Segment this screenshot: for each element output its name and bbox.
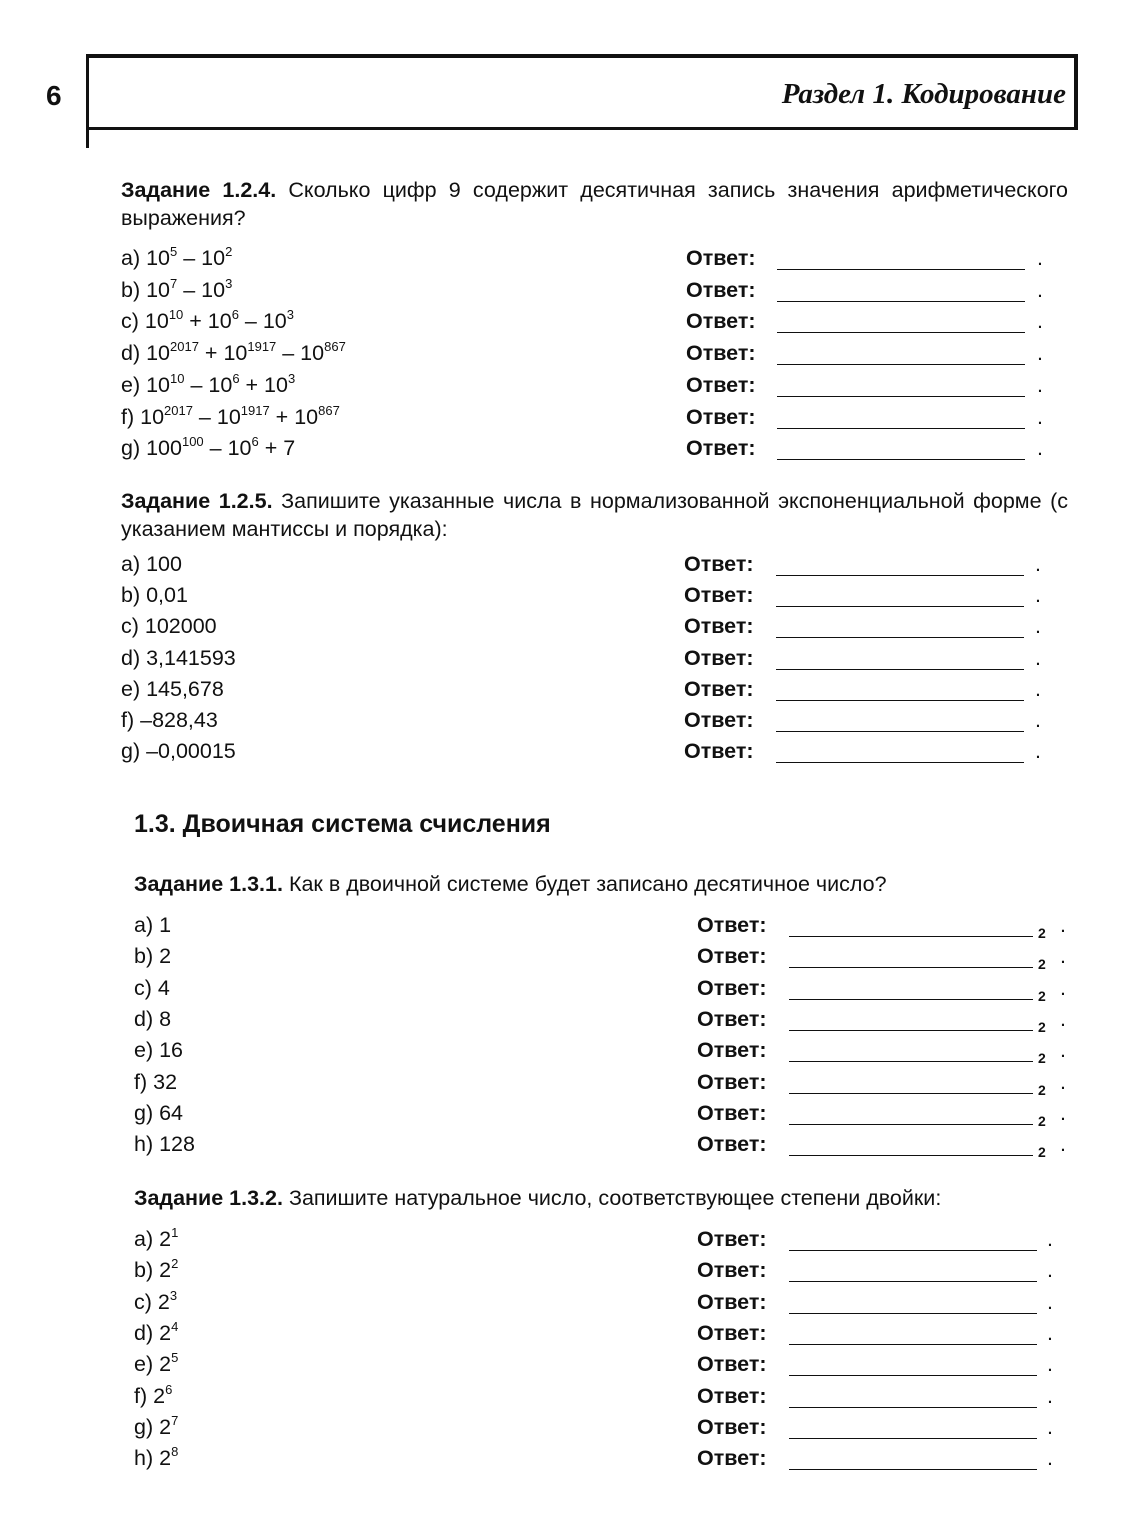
- answer-label: Ответ:: [684, 645, 754, 670]
- answer-label: Ответ:: [684, 676, 754, 701]
- item-expression: [134, 1227, 178, 1252]
- list-item: [134, 1446, 1057, 1476]
- exponent: 7: [170, 275, 178, 291]
- item-expression: c) 4: [134, 975, 170, 1000]
- list-item: [121, 402, 1047, 435]
- task-text: Как в двоичной системе будет записано десятичное число?: [288, 872, 887, 896]
- list-item: [134, 944, 1070, 974]
- end-dot: .: [1047, 1320, 1053, 1345]
- end-dot: .: [1037, 372, 1043, 397]
- power-base: e) 2: [134, 1352, 172, 1377]
- expr-term: + 10: [198, 341, 248, 366]
- end-dot: .: [1047, 1383, 1053, 1408]
- list-item: [134, 1070, 1070, 1100]
- item-letter: f): [121, 404, 141, 429]
- list-item: [134, 1352, 1057, 1382]
- item-letter: g): [121, 436, 147, 461]
- answer-label: Ответ:: [684, 739, 754, 764]
- answer-label: Ответ:: [697, 975, 767, 1000]
- list-item: [121, 614, 1045, 644]
- item-expression: [134, 1258, 178, 1283]
- exponent: 5: [171, 1350, 179, 1366]
- end-dot: .: [1047, 1289, 1053, 1314]
- expr-term: + 10: [239, 372, 288, 397]
- task-title: Задание 1.3.2.: [134, 1186, 283, 1210]
- exponent: 5: [170, 244, 178, 259]
- answer-blank-field[interactable]: [789, 1061, 1033, 1062]
- item-expression: [121, 370, 296, 398]
- end-dot: .: [1060, 1100, 1066, 1125]
- task-text: Сколько цифр 9 содержит десятичная запись значения арифметического выражения?: [121, 178, 1068, 230]
- answer-blank-field[interactable]: [776, 606, 1024, 607]
- answer-label: Ответ:: [684, 708, 754, 732]
- power-base: d) 2: [134, 1320, 172, 1345]
- list-item: [121, 646, 1045, 676]
- end-dot: .: [1047, 1352, 1053, 1377]
- item-expression: f) –828,43: [121, 708, 218, 732]
- answer-blank-field[interactable]: [776, 700, 1024, 701]
- end-dot: .: [1037, 309, 1043, 334]
- list-item: [121, 739, 1045, 769]
- answer-blank-field[interactable]: [789, 1375, 1037, 1376]
- answer-blank-field[interactable]: [776, 762, 1024, 763]
- exponent: 10: [168, 307, 184, 323]
- item-expression: a) 1: [134, 913, 172, 937]
- power-base: f) 2: [134, 1383, 166, 1408]
- base-subscript: 2: [1038, 987, 1046, 1004]
- task-1-3-2-statement: [134, 1184, 1074, 1212]
- answer-blank-field[interactable]: [789, 1124, 1033, 1125]
- end-dot: .: [1037, 246, 1043, 270]
- list-item: [134, 1101, 1070, 1131]
- answer-label: Ответ:: [686, 277, 756, 302]
- base-subscript: 2: [1038, 956, 1046, 973]
- end-dot: .: [1047, 1227, 1053, 1251]
- expr-term: 10: [146, 372, 171, 397]
- expr-term: + 10: [269, 404, 319, 429]
- end-dot: .: [1035, 552, 1041, 576]
- answer-blank-field[interactable]: [789, 967, 1033, 968]
- item-expression: b) 2: [134, 944, 172, 969]
- list-item: [121, 275, 1047, 308]
- base-subscript: 2: [1038, 1112, 1046, 1129]
- end-dot: .: [1037, 436, 1043, 461]
- base-subscript: 2: [1038, 1050, 1046, 1067]
- exponent: 2: [225, 244, 233, 259]
- list-item: [121, 583, 1045, 613]
- list-item: [134, 1258, 1057, 1288]
- item-expression: g) 64: [134, 1100, 184, 1125]
- expr-term: – 10: [177, 277, 226, 302]
- list-item: [134, 1038, 1070, 1068]
- answer-blank-field[interactable]: [789, 1093, 1033, 1094]
- expr-term: 10: [144, 309, 169, 334]
- item-expression: [134, 1318, 179, 1346]
- end-dot: .: [1047, 1258, 1053, 1283]
- item-expression: b) 0,01: [121, 583, 188, 608]
- answer-blank-field[interactable]: [789, 936, 1033, 937]
- end-dot: .: [1060, 1069, 1066, 1094]
- exponent: 3: [286, 307, 294, 323]
- end-dot: .: [1060, 913, 1066, 937]
- exponent: 3: [287, 370, 296, 386]
- list-item: [134, 1381, 1057, 1414]
- item-expression: [134, 1352, 178, 1377]
- task-1-3-1-statement: [134, 870, 1074, 898]
- exponent: 6: [165, 1381, 173, 1397]
- item-letter: a): [121, 246, 147, 270]
- expr-term: – 10: [177, 246, 226, 270]
- expr-term: 10: [146, 277, 171, 302]
- answer-label: Ответ:: [697, 1227, 767, 1251]
- power-base: h) 2: [134, 1446, 172, 1471]
- answer-blank-field[interactable]: [777, 428, 1025, 429]
- end-dot: .: [1060, 1038, 1066, 1063]
- exponent: 100: [181, 434, 204, 450]
- base-subscript: 2: [1038, 1144, 1046, 1161]
- expr-term: 10: [140, 404, 165, 429]
- answer-label: Ответ:: [697, 1100, 767, 1125]
- answer-blank-field[interactable]: [777, 301, 1025, 302]
- section-header-title: Раздел 1. Кодирование: [781, 78, 1066, 110]
- item-expression: f) 32: [134, 1069, 178, 1094]
- answer-label: Ответ:: [697, 944, 767, 969]
- end-dot: .: [1047, 1446, 1053, 1471]
- list-item: [121, 708, 1045, 738]
- answer-label: Ответ:: [697, 1258, 767, 1283]
- list-item: [121, 309, 1047, 339]
- answer-blank-field[interactable]: [777, 459, 1025, 460]
- item-expression: [134, 1287, 178, 1315]
- item-expression: [121, 436, 295, 461]
- end-dot: .: [1037, 404, 1043, 429]
- base-subscript: 2: [1038, 1018, 1046, 1035]
- task-text: Запишите указанные числа в нормализованной экспоненциальной форме (с указанием мантиссы и порядка):: [121, 489, 1069, 541]
- exponent: 7: [171, 1412, 179, 1428]
- end-dot: .: [1035, 614, 1041, 639]
- answer-blank-field[interactable]: [789, 1438, 1037, 1439]
- exponent: 6: [251, 434, 259, 450]
- expr-term: – 10: [203, 436, 252, 461]
- list-item: [134, 1318, 1057, 1351]
- task-1-2-5-statement: [121, 487, 1068, 543]
- answer-label: Ответ:: [697, 1038, 767, 1063]
- exponent: 867: [318, 402, 340, 418]
- answer-label: Ответ:: [697, 1006, 767, 1031]
- end-dot: .: [1035, 645, 1041, 670]
- exponent: 1917: [240, 402, 270, 418]
- item-letter: c): [121, 309, 145, 334]
- answer-blank-field[interactable]: [789, 1155, 1033, 1156]
- answer-blank-field[interactable]: [777, 396, 1025, 397]
- expr-term: 100: [146, 436, 182, 461]
- item-letter: b): [121, 277, 147, 302]
- list-item: [134, 1287, 1057, 1320]
- exponent: 867: [324, 339, 346, 355]
- answer-blank-field[interactable]: [776, 575, 1024, 576]
- list-item: [134, 1412, 1057, 1445]
- end-dot: .: [1047, 1414, 1053, 1439]
- power-base: a) 2: [134, 1227, 172, 1251]
- answer-blank-field[interactable]: [789, 1469, 1037, 1470]
- exponent: 1: [171, 1225, 179, 1240]
- item-expression: e) 145,678: [121, 676, 224, 701]
- answer-blank-field[interactable]: [789, 1407, 1037, 1408]
- answer-blank-field[interactable]: [789, 1281, 1037, 1282]
- answer-label: Ответ:: [686, 246, 756, 270]
- answer-blank-field[interactable]: [789, 999, 1033, 1000]
- end-dot: .: [1035, 676, 1041, 701]
- expr-term: – 10: [276, 341, 325, 366]
- end-dot: .: [1060, 1006, 1066, 1031]
- end-dot: .: [1037, 341, 1043, 366]
- item-expression: [121, 309, 294, 334]
- answer-blank-field[interactable]: [776, 637, 1024, 638]
- exponent: 2: [171, 1256, 179, 1272]
- list-item: [121, 341, 1047, 371]
- item-expression: [134, 1381, 173, 1409]
- answer-label: Ответ:: [684, 583, 754, 608]
- expr-term: + 7: [258, 436, 296, 461]
- answer-label: Ответ:: [686, 341, 756, 366]
- expr-term: – 10: [192, 404, 241, 429]
- exponent: 6: [232, 370, 240, 386]
- expr-term: 10: [146, 246, 171, 270]
- end-dot: .: [1035, 583, 1041, 608]
- list-item: [121, 246, 1047, 276]
- item-expression: e) 16: [134, 1038, 184, 1063]
- end-dot: .: [1060, 944, 1066, 969]
- exponent: 3: [169, 1287, 178, 1303]
- exponent: 8: [171, 1444, 179, 1460]
- item-letter: d): [121, 341, 147, 366]
- answer-blank-field[interactable]: [777, 332, 1025, 333]
- item-expression: [121, 341, 346, 366]
- answer-blank-field[interactable]: [789, 1313, 1037, 1314]
- exponent: 6: [231, 307, 239, 323]
- base-subscript: 2: [1038, 925, 1046, 941]
- item-expression: c) 102000: [121, 614, 217, 639]
- exponent: 10: [170, 370, 185, 386]
- answer-label: Ответ:: [684, 614, 754, 639]
- answer-label: Ответ:: [686, 404, 756, 429]
- expr-term: + 10: [183, 309, 232, 334]
- answer-label: Ответ:: [684, 552, 754, 576]
- list-item: [121, 370, 1047, 403]
- end-dot: .: [1035, 708, 1041, 732]
- list-item: [134, 1227, 1057, 1257]
- power-base: c) 2: [134, 1289, 170, 1314]
- answer-label: Ответ:: [697, 1352, 767, 1377]
- end-dot: .: [1060, 1132, 1066, 1157]
- end-dot: .: [1035, 739, 1041, 764]
- base-subscript: 2: [1038, 1081, 1046, 1098]
- exponent: 2017: [170, 339, 199, 355]
- power-base: g) 2: [134, 1414, 172, 1439]
- answer-label: Ответ:: [697, 1414, 767, 1439]
- task-title: Задание 1.3.1.: [134, 872, 283, 896]
- list-item: [121, 552, 1045, 582]
- header-frame: [86, 54, 1078, 130]
- page-number: 6: [46, 80, 62, 111]
- section-heading: 1.3. Двоичная система счисления: [134, 810, 551, 838]
- answer-label: Ответ:: [697, 1383, 767, 1408]
- answer-label: Ответ:: [697, 1289, 767, 1314]
- answer-label: Ответ:: [697, 1069, 767, 1094]
- expr-term: 10: [146, 341, 171, 366]
- answer-blank-field[interactable]: [776, 669, 1024, 670]
- list-item: [134, 976, 1070, 1006]
- list-item: [134, 913, 1070, 943]
- end-dot: .: [1060, 975, 1066, 1000]
- item-letter: e): [121, 372, 147, 397]
- item-expression: h) 128: [134, 1132, 195, 1157]
- list-item: [134, 1007, 1070, 1037]
- answer-blank-field[interactable]: [789, 1250, 1037, 1251]
- answer-label: Ответ:: [686, 309, 756, 334]
- answer-blank-field[interactable]: [789, 1344, 1037, 1345]
- task-1-2-4-statement: [121, 176, 1068, 232]
- task-title: Задание 1.2.5.: [121, 489, 273, 513]
- end-dot: .: [1037, 277, 1043, 302]
- item-expression: d) 3,141593: [121, 645, 236, 670]
- task-title: Задание 1.2.4.: [121, 178, 277, 202]
- power-base: b) 2: [134, 1258, 172, 1283]
- answer-blank-field[interactable]: [777, 269, 1025, 270]
- list-item: [121, 677, 1045, 707]
- exponent: 1917: [247, 339, 277, 355]
- answer-label: Ответ:: [686, 436, 756, 461]
- answer-blank-field[interactable]: [777, 364, 1025, 365]
- item-expression: [121, 402, 340, 430]
- item-expression: [134, 1446, 178, 1471]
- answer-blank-field[interactable]: [776, 731, 1024, 732]
- answer-label: Ответ:: [697, 1320, 767, 1345]
- answer-label: Ответ:: [686, 372, 756, 397]
- task-text: Запишите натуральное число, соответствующее степени двойки:: [288, 1186, 942, 1210]
- exponent: 3: [225, 275, 233, 291]
- item-expression: [121, 246, 232, 271]
- item-expression: g) –0,00015: [121, 739, 236, 764]
- answer-label: Ответ:: [697, 1446, 767, 1471]
- answer-label: Ответ:: [697, 1132, 767, 1157]
- exponent: 4: [171, 1318, 179, 1334]
- expr-term: – 10: [238, 309, 287, 334]
- item-expression: [121, 275, 233, 303]
- list-item: [121, 436, 1047, 466]
- list-item: [134, 1132, 1070, 1162]
- exponent: 2017: [164, 402, 193, 418]
- item-expression: a) 100: [121, 552, 182, 576]
- expr-term: – 10: [184, 372, 233, 397]
- answer-label: Ответ:: [697, 913, 767, 937]
- item-expression: [134, 1412, 179, 1440]
- answer-blank-field[interactable]: [789, 1030, 1033, 1031]
- item-expression: d) 8: [134, 1006, 172, 1031]
